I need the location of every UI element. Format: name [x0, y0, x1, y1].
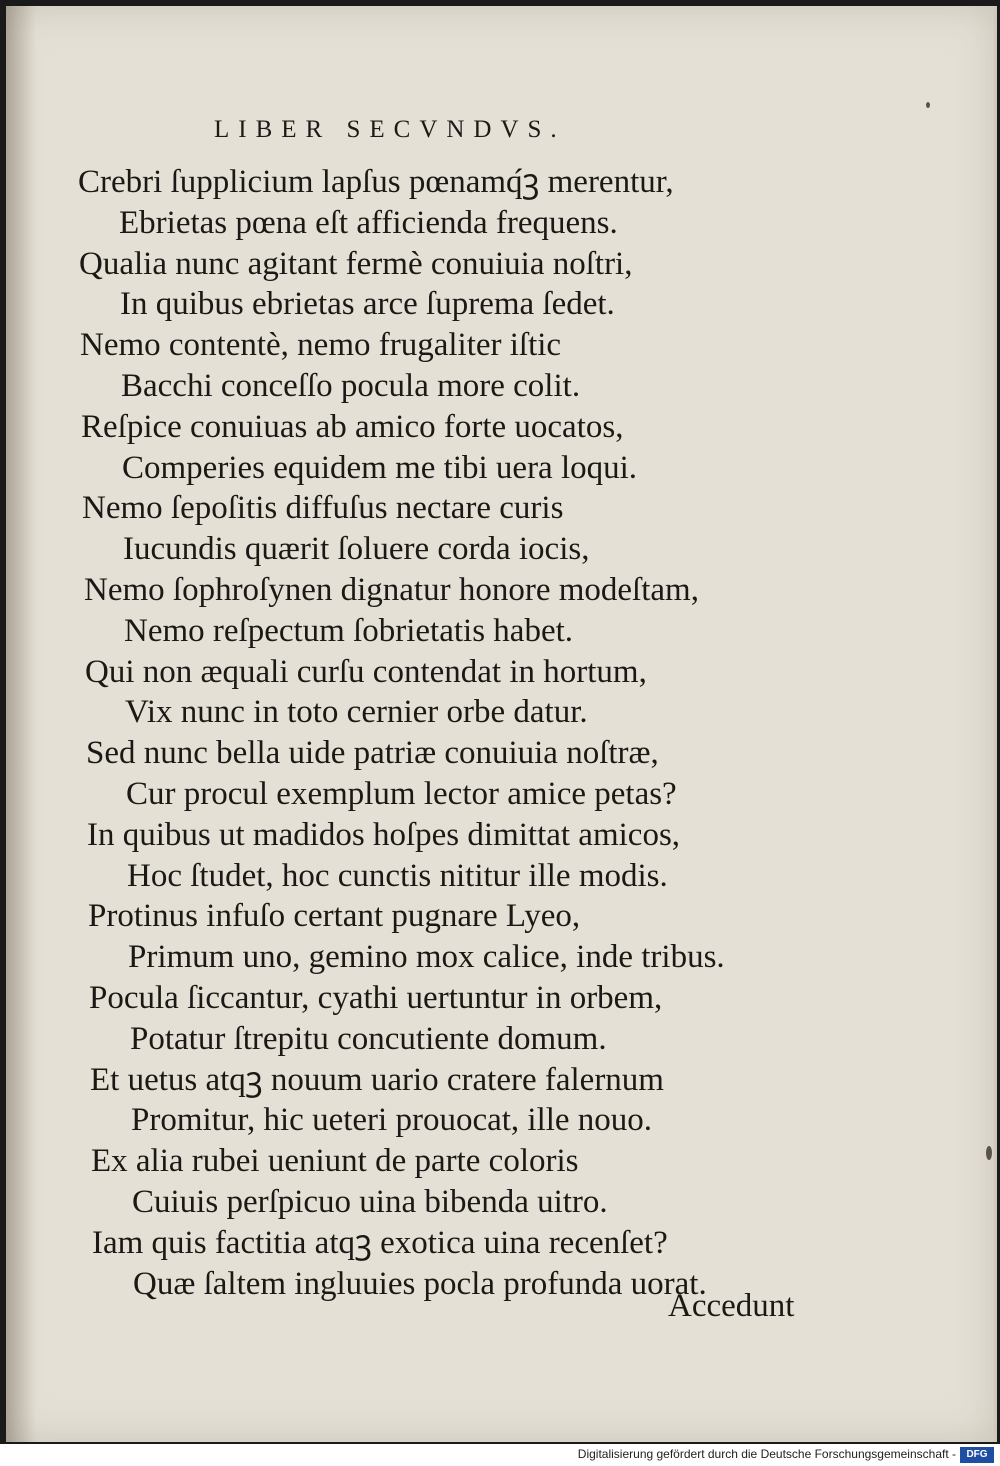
verse-line-hexameter: Reſpice conuiuas ab amico forte uocatos, [81, 408, 624, 445]
ink-speck [986, 1146, 992, 1160]
verse-line-pentameter: Vix nunc in toto cernier orbe datur. [125, 694, 588, 731]
verse-line-hexameter: Nemo ſepoſitis diffuſus nectare curis [82, 490, 564, 527]
verse-line-hexameter: Et uetus atqꝫ nouum uario cratere falernum [90, 1061, 664, 1098]
verse-line-hexameter: Nemo contentè, nemo frugaliter iſtic [80, 327, 562, 364]
footer-credit: Digitalisierung gefördert durch die Deutsche Forschungsgemeinschaft - [577, 1447, 956, 1461]
verse-line-pentameter: Hoc ſtudet, hoc cunctis nititur ille modis. [127, 857, 668, 894]
verse-line-hexameter: Qualia nunc agitant fermè conuiuia noſtri, [79, 245, 633, 282]
verse-line-pentameter: Iucundis quærit ſoluere corda iocis, [123, 531, 590, 568]
verse-line-pentameter: Cuiuis perſpicuo uina bibenda uitro. [132, 1184, 608, 1220]
verse-line-hexameter: In quibus ut madidos hoſpes dimittat amicos, [87, 816, 681, 853]
verse-line-pentameter: Cur procul exemplum lector amice petas? [126, 776, 677, 812]
verse-line-hexameter: Ex alia rubei ueniunt de parte coloris [91, 1143, 579, 1180]
verse-line-hexameter: Nemo ſophroſynen dignatur honore modeſtam, [84, 572, 699, 608]
catchword: Accedunt [668, 1288, 795, 1324]
verse-line-pentameter: Comperies equidem me tibi uera loqui. [122, 449, 638, 486]
verse-line-pentameter: Quæ ſaltem ingluuies pocla profunda uorat. [133, 1265, 707, 1302]
verse-line-pentameter: Potatur ſtrepitu concutiente domum. [130, 1020, 607, 1057]
running-head: LIBER SECVNDVS. [214, 116, 566, 143]
digitization-footer [0, 1444, 1000, 1466]
verse-line-hexameter: Pocula ſiccantur, cyathi uertuntur in orbem, [89, 980, 663, 1016]
book-page [6, 6, 997, 1442]
ink-speck [926, 102, 930, 108]
verse-line-hexameter: Qui non æquali curſu contendat in hortum, [85, 653, 647, 690]
verse-line-pentameter: In quibus ebrietas arce ſuprema ſedet. [120, 286, 615, 323]
verse-line-hexameter: Crebri ſupplicium lapſus pœnamq́ꝫ merentur, [78, 164, 674, 200]
verse-line-hexameter: Iam quis factitia atqꝫ exotica uina recenſet? [92, 1224, 668, 1261]
verse-line-hexameter: Sed nunc bella uide patriæ conuiuia noſtræ, [86, 735, 659, 772]
verse-line-pentameter: Primum uno, gemino mox calice, inde tribus. [128, 939, 725, 976]
verse-line-pentameter: Promitur, hic ueteri prouocat, ille nouo. [131, 1102, 653, 1139]
verse-line-pentameter: Nemo reſpectum ſobrietatis habet. [124, 612, 574, 649]
verse-line-pentameter: Bacchi conceſſo pocula more colit. [121, 368, 581, 404]
verse-line-pentameter: Ebrietas pœna eſt afficienda frequens. [119, 204, 618, 241]
verse-line-hexameter: Protinus infuſo certant pugnare Lyeo, [88, 898, 581, 935]
dfg-logo: DFG [960, 1447, 994, 1463]
